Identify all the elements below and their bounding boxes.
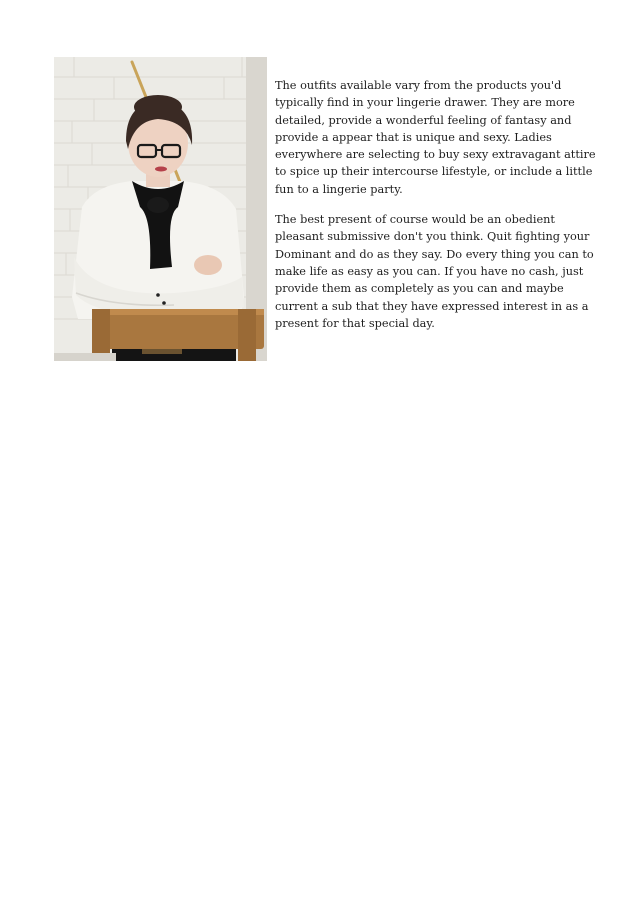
paragraph-2: The best present of course would be an obedient pleasant submissive don't you think. Quit fighting your Dominant and do as they say. Do every thing you can to make life as easy as you can. If you have no cash, just provide them as completely as you can and maybe current a sub that they have expressed interest in as a present for that special day. (275, 213, 594, 330)
article-body (275, 77, 597, 345)
article-photo (54, 57, 267, 361)
paragraph-1: The outfits available vary from the products you'd typically find in your lingerie drawer. They are more detailed, provide a wonderful feeling of fantasy and provide a appear that is unique and sexy. Ladies everywhere are selecting to buy sexy extravagant attire to spice up their intercourse lifestyle, or include a little fun to a lingerie party. (275, 79, 596, 196)
photo-illustration (54, 57, 267, 361)
